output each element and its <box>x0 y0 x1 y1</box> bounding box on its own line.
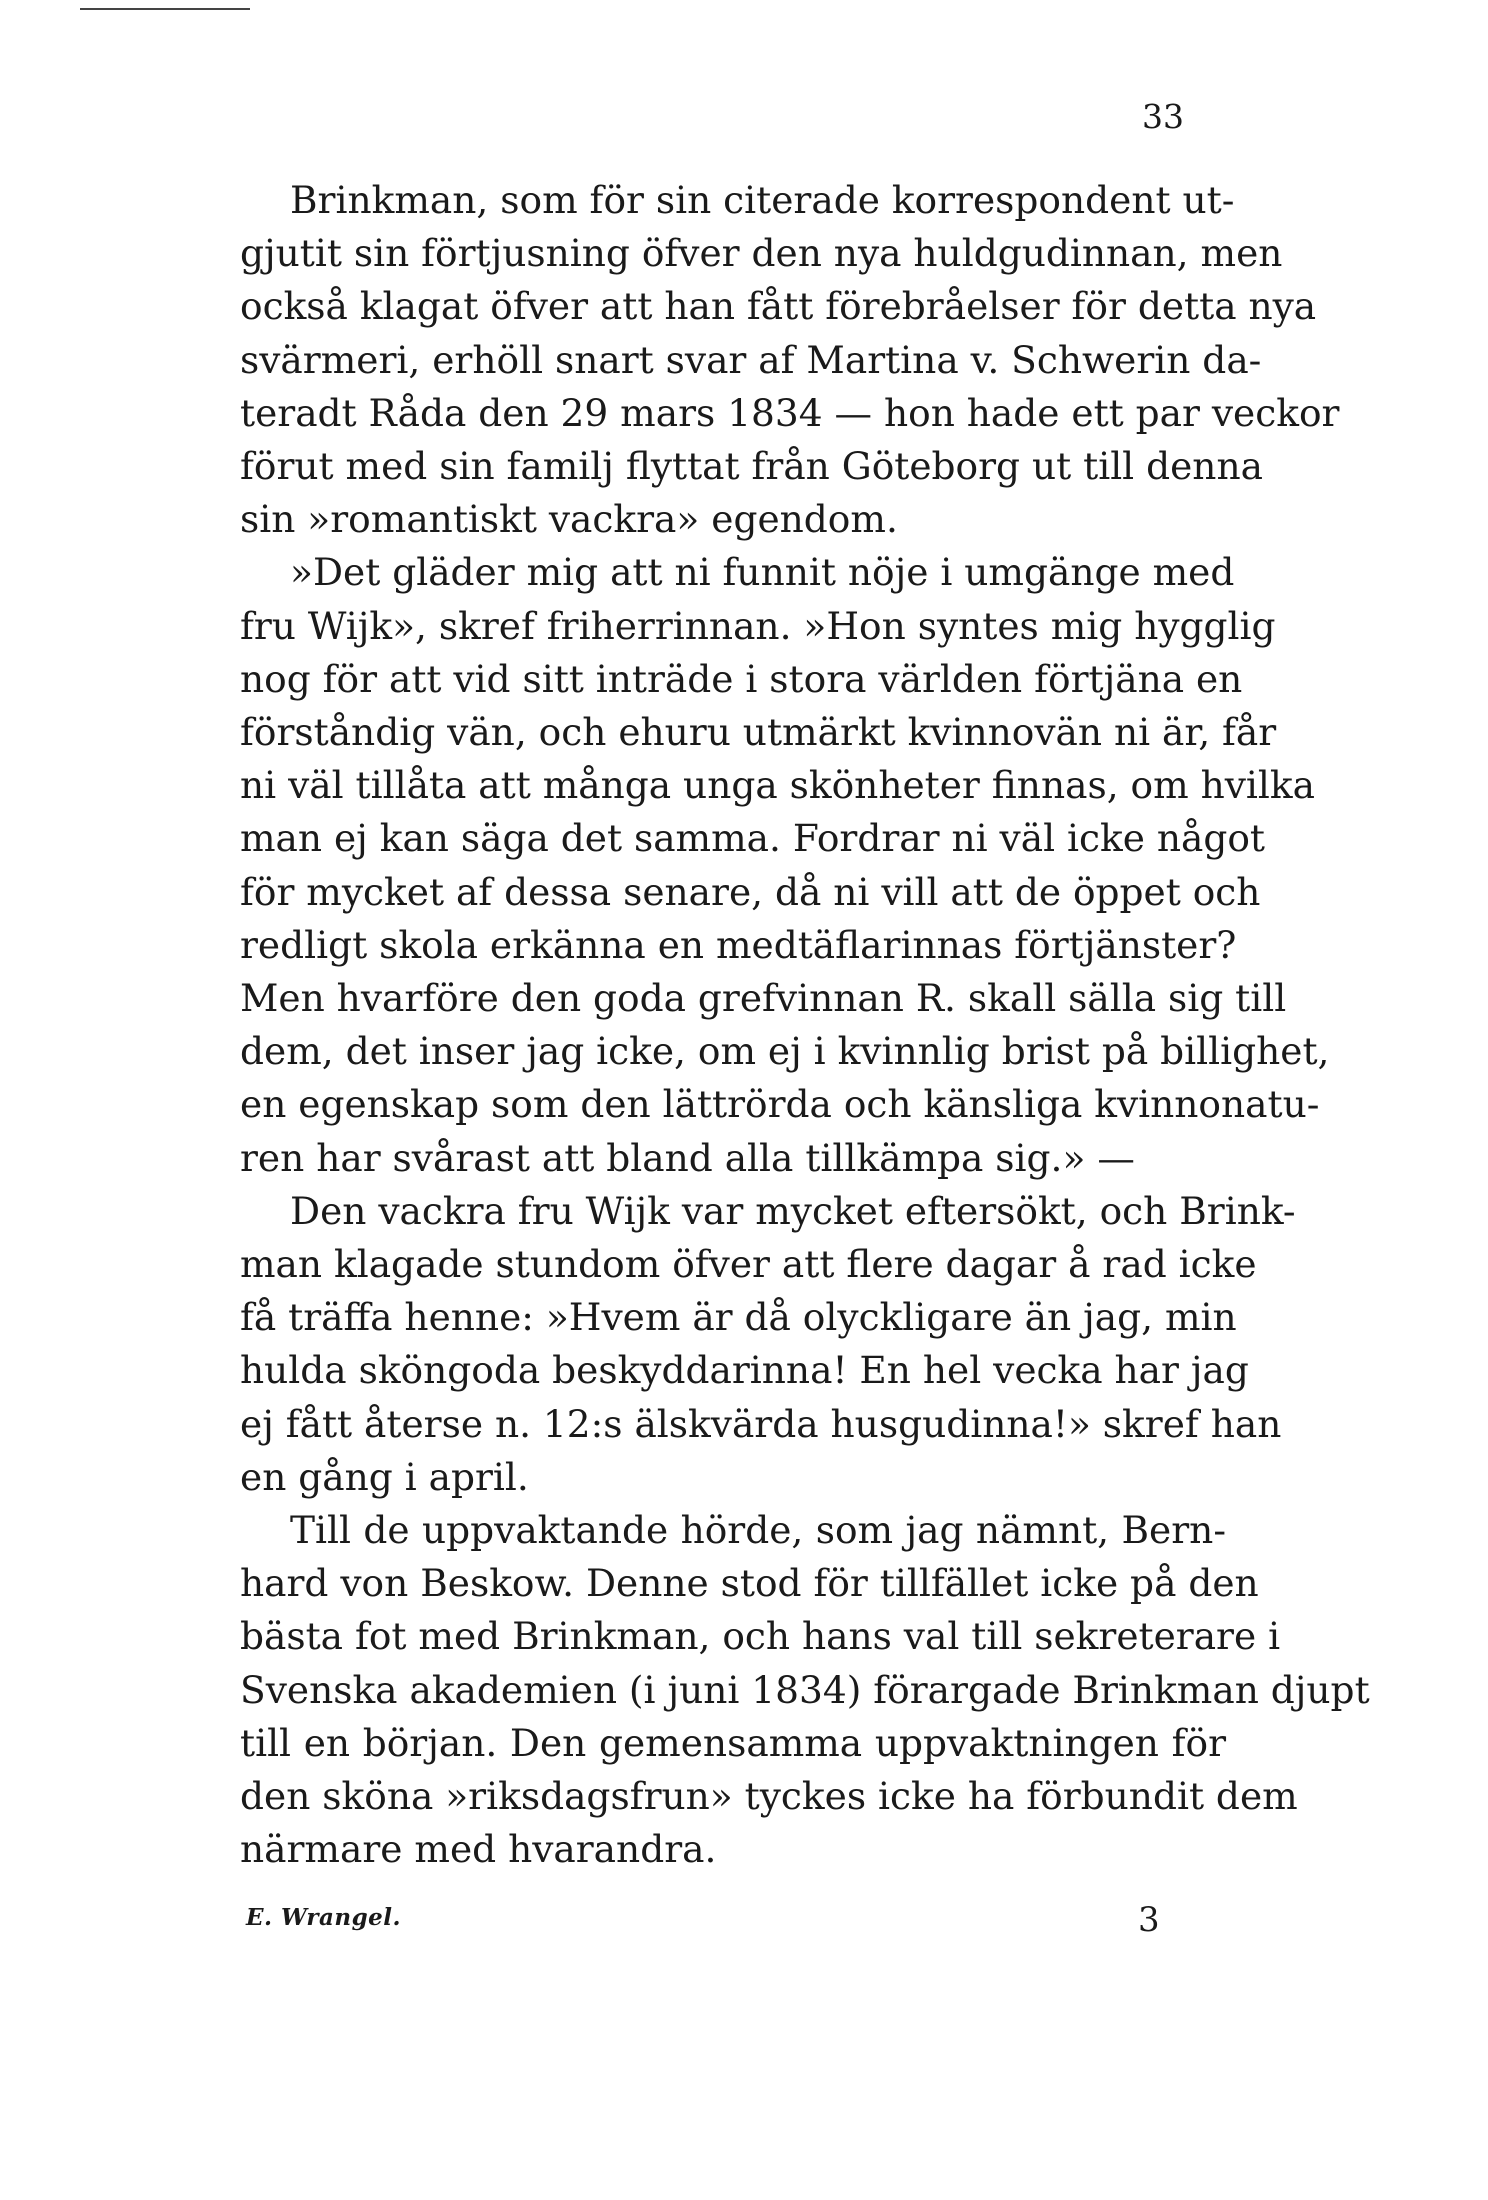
page-footer <box>0 1900 1488 1950</box>
text-line: en egenskap som den lättrörda och känsliga kvinnonatu- <box>240 1082 1320 1127</box>
text-line: man ej kan säga det samma. Fordrar ni väl icke något <box>240 816 1265 861</box>
text-line: redligt skola erkänna en medtäflarinnas förtjänster? <box>240 922 1237 967</box>
top-rule <box>80 8 250 10</box>
text-line: också klagat öfver att han fått förebråelser för detta nya <box>240 284 1317 329</box>
text-line: dem, det inser jag icke, om ej i kvinnlig brist på billighet, <box>240 1029 1330 1074</box>
text-line: teradt Råda den 29 mars 1834 — hon hade ett par veckor <box>240 390 1340 435</box>
text-line: bästa fot med Brinkman, och hans val till sekreterare i <box>240 1614 1281 1659</box>
text-line: ren har svårast att bland alla tillkämpa sig.» — <box>240 1135 1135 1180</box>
text-line: hard von Beskow. Denne stod för tillfället icke på den <box>240 1561 1259 1606</box>
text-line: förut med sin familj flyttat från Göteborg ut till denna <box>240 444 1263 489</box>
printer-signature: E. Wrangel. <box>246 1904 402 1931</box>
body-text <box>240 174 1370 1877</box>
text-line: Brinkman, som för sin citerade korrespondent ut- <box>290 178 1235 222</box>
text-line: förståndig vän, och ehuru utmärkt kvinnovän ni är, får <box>240 710 1277 755</box>
text-line: Den vackra fru Wijk var mycket eftersökt, och Brink- <box>290 1188 1296 1233</box>
text-line: hulda sköngoda beskyddarinna! En hel vecka har jag <box>240 1348 1249 1393</box>
text-line: Till de uppvaktande hörde, som jag nämnt, Bern- <box>290 1508 1226 1553</box>
text-line: svärmeri, erhöll snart svar af Martina v. Schwerin da- <box>240 337 1262 382</box>
text-line: gjutit sin förtjusning öfver den nya huldgudinnan, men <box>240 231 1283 276</box>
text-line: till en början. Den gemensamma uppvaktningen för <box>240 1720 1226 1765</box>
text-line: »Det gläder mig att ni funnit nöje i umgänge med <box>290 550 1235 595</box>
text-line: få träffa henne: »Hvem är då olyckligare än jag, min <box>240 1295 1237 1340</box>
text-line: närmare med hvarandra. <box>240 1827 717 1872</box>
text-line: sin »romantiskt vackra» egendom. <box>240 497 898 542</box>
text-line: för mycket af dessa senare, då ni vill att de öppet och <box>240 869 1261 914</box>
text-line: ej fått återse n. 12:s älskvärda husgudinna!» skref han <box>240 1401 1282 1446</box>
text-line: Men hvarföre den goda grefvinnan R. skall sälla sig till <box>240 976 1287 1021</box>
text-line: Svenska akademien (i juni 1834) förargade Brinkman djupt <box>240 1667 1370 1712</box>
page-number: 33 <box>1142 97 1184 136</box>
text-line: man klagade stundom öfver att flere dagar å rad icke <box>240 1242 1257 1287</box>
text-line: nog för att vid sitt inträde i stora världen förtjäna en <box>240 656 1243 701</box>
text-line: fru Wijk», skref friherrinnan. »Hon syntes mig hygglig <box>240 603 1276 648</box>
text-line: den sköna »riksdagsfrun» tyckes icke ha förbundit dem <box>240 1774 1298 1819</box>
text-line: en gång i april. <box>240 1454 529 1499</box>
text-line: ni väl tillåta att många unga skönheter finnas, om hvilka <box>240 763 1315 808</box>
sheet-number: 3 <box>1138 1900 1160 1940</box>
